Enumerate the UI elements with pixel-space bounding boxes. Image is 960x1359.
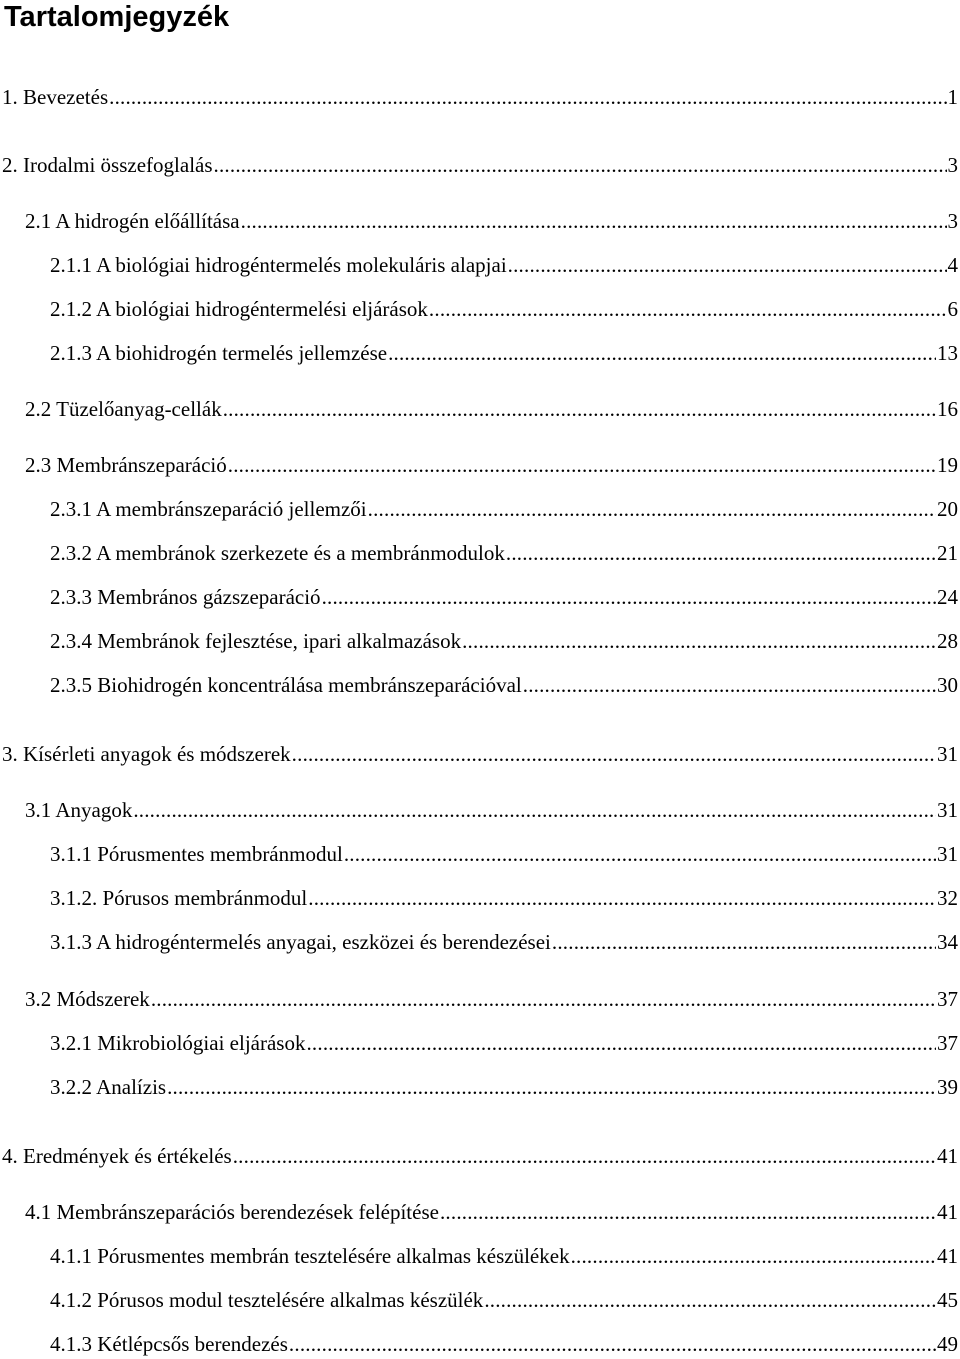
toc-leader-dots: [223, 396, 936, 422]
toc-entry-title: 2.1.3 A biohidrogén termelés jellemzése: [50, 341, 388, 365]
toc-entry[interactable]: [50, 672, 960, 698]
toc-leader-dots: [308, 885, 936, 911]
toc-leader-dots: [571, 1243, 936, 1269]
toc-entry[interactable]: [25, 208, 960, 234]
toc-leader-dots: [151, 986, 936, 1012]
toc-entry[interactable]: [50, 252, 960, 278]
toc-entry-title: 3.2.2 Analízis: [50, 1075, 167, 1099]
page-title: Tartalomjegyzék: [4, 1, 230, 33]
toc-entry-title: 3.1.1 Pórusmentes membránmodul: [50, 842, 343, 866]
toc-leader-dots: [241, 208, 947, 234]
toc-entry-title: 3.2.1 Mikrobiológiai eljárások: [50, 1031, 306, 1055]
toc-page-number: 41: [937, 1144, 958, 1168]
toc-leader-dots: [429, 296, 947, 322]
toc-page-number: 30: [937, 673, 958, 697]
toc-entry[interactable]: [25, 396, 960, 422]
toc-entry-title: 4.1.3 Kétlépcsős berendezés: [50, 1332, 288, 1356]
toc-entry[interactable]: [50, 1287, 960, 1313]
toc-entry[interactable]: [50, 841, 960, 867]
toc-entry[interactable]: [25, 986, 960, 1012]
toc-page-number: 37: [937, 1031, 958, 1055]
toc-entry-title: 4. Eredmények és értékelés: [2, 1144, 232, 1168]
toc-leader-dots: [233, 1143, 936, 1169]
toc-leader-dots: [306, 1030, 936, 1056]
toc-leader-dots: [462, 628, 936, 654]
toc-leader-dots: [167, 1074, 936, 1100]
toc-page-number: 20: [937, 497, 958, 521]
toc-page-number: 21: [937, 541, 958, 565]
toc-entry-title: 2.3.5 Biohidrogén koncentrálása membránszeparációval: [50, 673, 522, 697]
toc-entry[interactable]: [50, 1030, 960, 1056]
toc-leader-dots: [344, 841, 936, 867]
toc-entry[interactable]: [2, 1143, 960, 1169]
toc-leader-dots: [133, 797, 936, 823]
toc-entry[interactable]: [2, 152, 960, 178]
toc-page-number: 39: [937, 1075, 958, 1099]
toc-page-number: 28: [937, 629, 958, 653]
toc-entry-title: 2.3 Membránszeparáció: [25, 453, 227, 477]
toc-page-number: 31: [937, 842, 958, 866]
toc-entry-title: 3.2 Módszerek: [25, 987, 150, 1011]
toc-entry[interactable]: [50, 540, 960, 566]
toc-page-number: 37: [937, 987, 958, 1011]
toc-page-number: 45: [937, 1288, 958, 1312]
toc-leader-dots: [289, 1331, 936, 1357]
toc-page-number: 31: [937, 798, 958, 822]
toc-page-number: 3: [947, 153, 958, 177]
toc-entry-title: 3.1.2. Pórusos membránmodul: [50, 886, 308, 910]
toc-page-number: 41: [937, 1244, 958, 1268]
toc-entry[interactable]: [25, 452, 960, 478]
toc-entry-title: 4.1.2 Pórusos modul tesztelésére alkalmas készülék: [50, 1288, 484, 1312]
toc-entry[interactable]: [50, 496, 960, 522]
toc-page-number: 4: [947, 253, 958, 277]
toc-page-number: 16: [937, 397, 958, 421]
toc-entry-title: 2.1 A hidrogén előállítása: [25, 209, 240, 233]
toc-leader-dots: [214, 152, 947, 178]
toc-entry-title: 3.1.3 A hidrogéntermelés anyagai, eszközei és berendezései: [50, 930, 551, 954]
toc-page-number: 1: [947, 85, 958, 109]
toc-page-number: 31: [937, 742, 958, 766]
toc-entry-title: 2.3.3 Membrános gázszeparáció: [50, 585, 321, 609]
toc-page-number: 3: [947, 209, 958, 233]
toc-page-number: 34: [937, 930, 958, 954]
toc-entry-title: 4.1.1 Pórusmentes membrán tesztelésére alkalmas készülékek: [50, 1244, 570, 1268]
toc-entry-title: 2.3.4 Membránok fejlesztése, ipari alkalmazások: [50, 629, 462, 653]
toc-leader-dots: [523, 672, 936, 698]
toc-entry-title: 2.2 Tüzelőanyag-cellák: [25, 397, 222, 421]
toc-leader-dots: [484, 1287, 936, 1313]
toc-leader-dots: [388, 340, 936, 366]
toc-leader-dots: [109, 84, 946, 110]
toc-entry-title: 1. Bevezetés: [2, 85, 109, 109]
toc-leader-dots: [228, 452, 936, 478]
toc-leader-dots: [368, 496, 936, 522]
toc-entry[interactable]: [50, 628, 960, 654]
toc-page-number: 32: [937, 886, 958, 910]
toc-leader-dots: [552, 929, 936, 955]
toc-entry-title: 2. Irodalmi összefoglalás: [2, 153, 213, 177]
toc-page-number: 24: [937, 585, 958, 609]
toc-entry[interactable]: [50, 340, 960, 366]
toc-entry[interactable]: [50, 1074, 960, 1100]
toc-page-number: 13: [937, 341, 958, 365]
toc-entry-title: 2.1.2 A biológiai hidrogéntermelési eljárások: [50, 297, 428, 321]
toc-leader-dots: [506, 540, 936, 566]
toc-entry-title: 3.1 Anyagok: [25, 798, 133, 822]
toc-entry-title: 2.3.2 A membránok szerkezete és a membránmodulok: [50, 541, 505, 565]
toc-entry-title: 4.1 Membránszeparációs berendezések felépítése: [25, 1200, 439, 1224]
toc-entry[interactable]: [2, 84, 960, 110]
toc-entry[interactable]: [50, 1331, 960, 1357]
toc-leader-dots: [440, 1199, 936, 1225]
toc-entry-title: 2.3.1 A membránszeparáció jellemzői: [50, 497, 367, 521]
toc-entry-title: 3. Kísérleti anyagok és módszerek: [2, 742, 291, 766]
toc-entry[interactable]: [2, 741, 960, 767]
toc-entry[interactable]: [50, 885, 960, 911]
toc-page-number: 6: [947, 297, 958, 321]
toc-leader-dots: [322, 584, 936, 610]
toc-page-number: 41: [937, 1200, 958, 1224]
toc-entry[interactable]: [25, 797, 960, 823]
toc-leader-dots: [508, 252, 947, 278]
toc-entry[interactable]: [50, 584, 960, 610]
toc-page-number: 19: [937, 453, 958, 477]
toc-leader-dots: [292, 741, 936, 767]
toc-entry[interactable]: [50, 1243, 960, 1269]
toc-entry[interactable]: [25, 1199, 960, 1225]
toc-page-number: 49: [937, 1332, 958, 1356]
toc-entry[interactable]: [50, 929, 960, 955]
toc-entry-title: 2.1.1 A biológiai hidrogéntermelés molekuláris alapjai: [50, 253, 507, 277]
toc-entry[interactable]: [50, 296, 960, 322]
